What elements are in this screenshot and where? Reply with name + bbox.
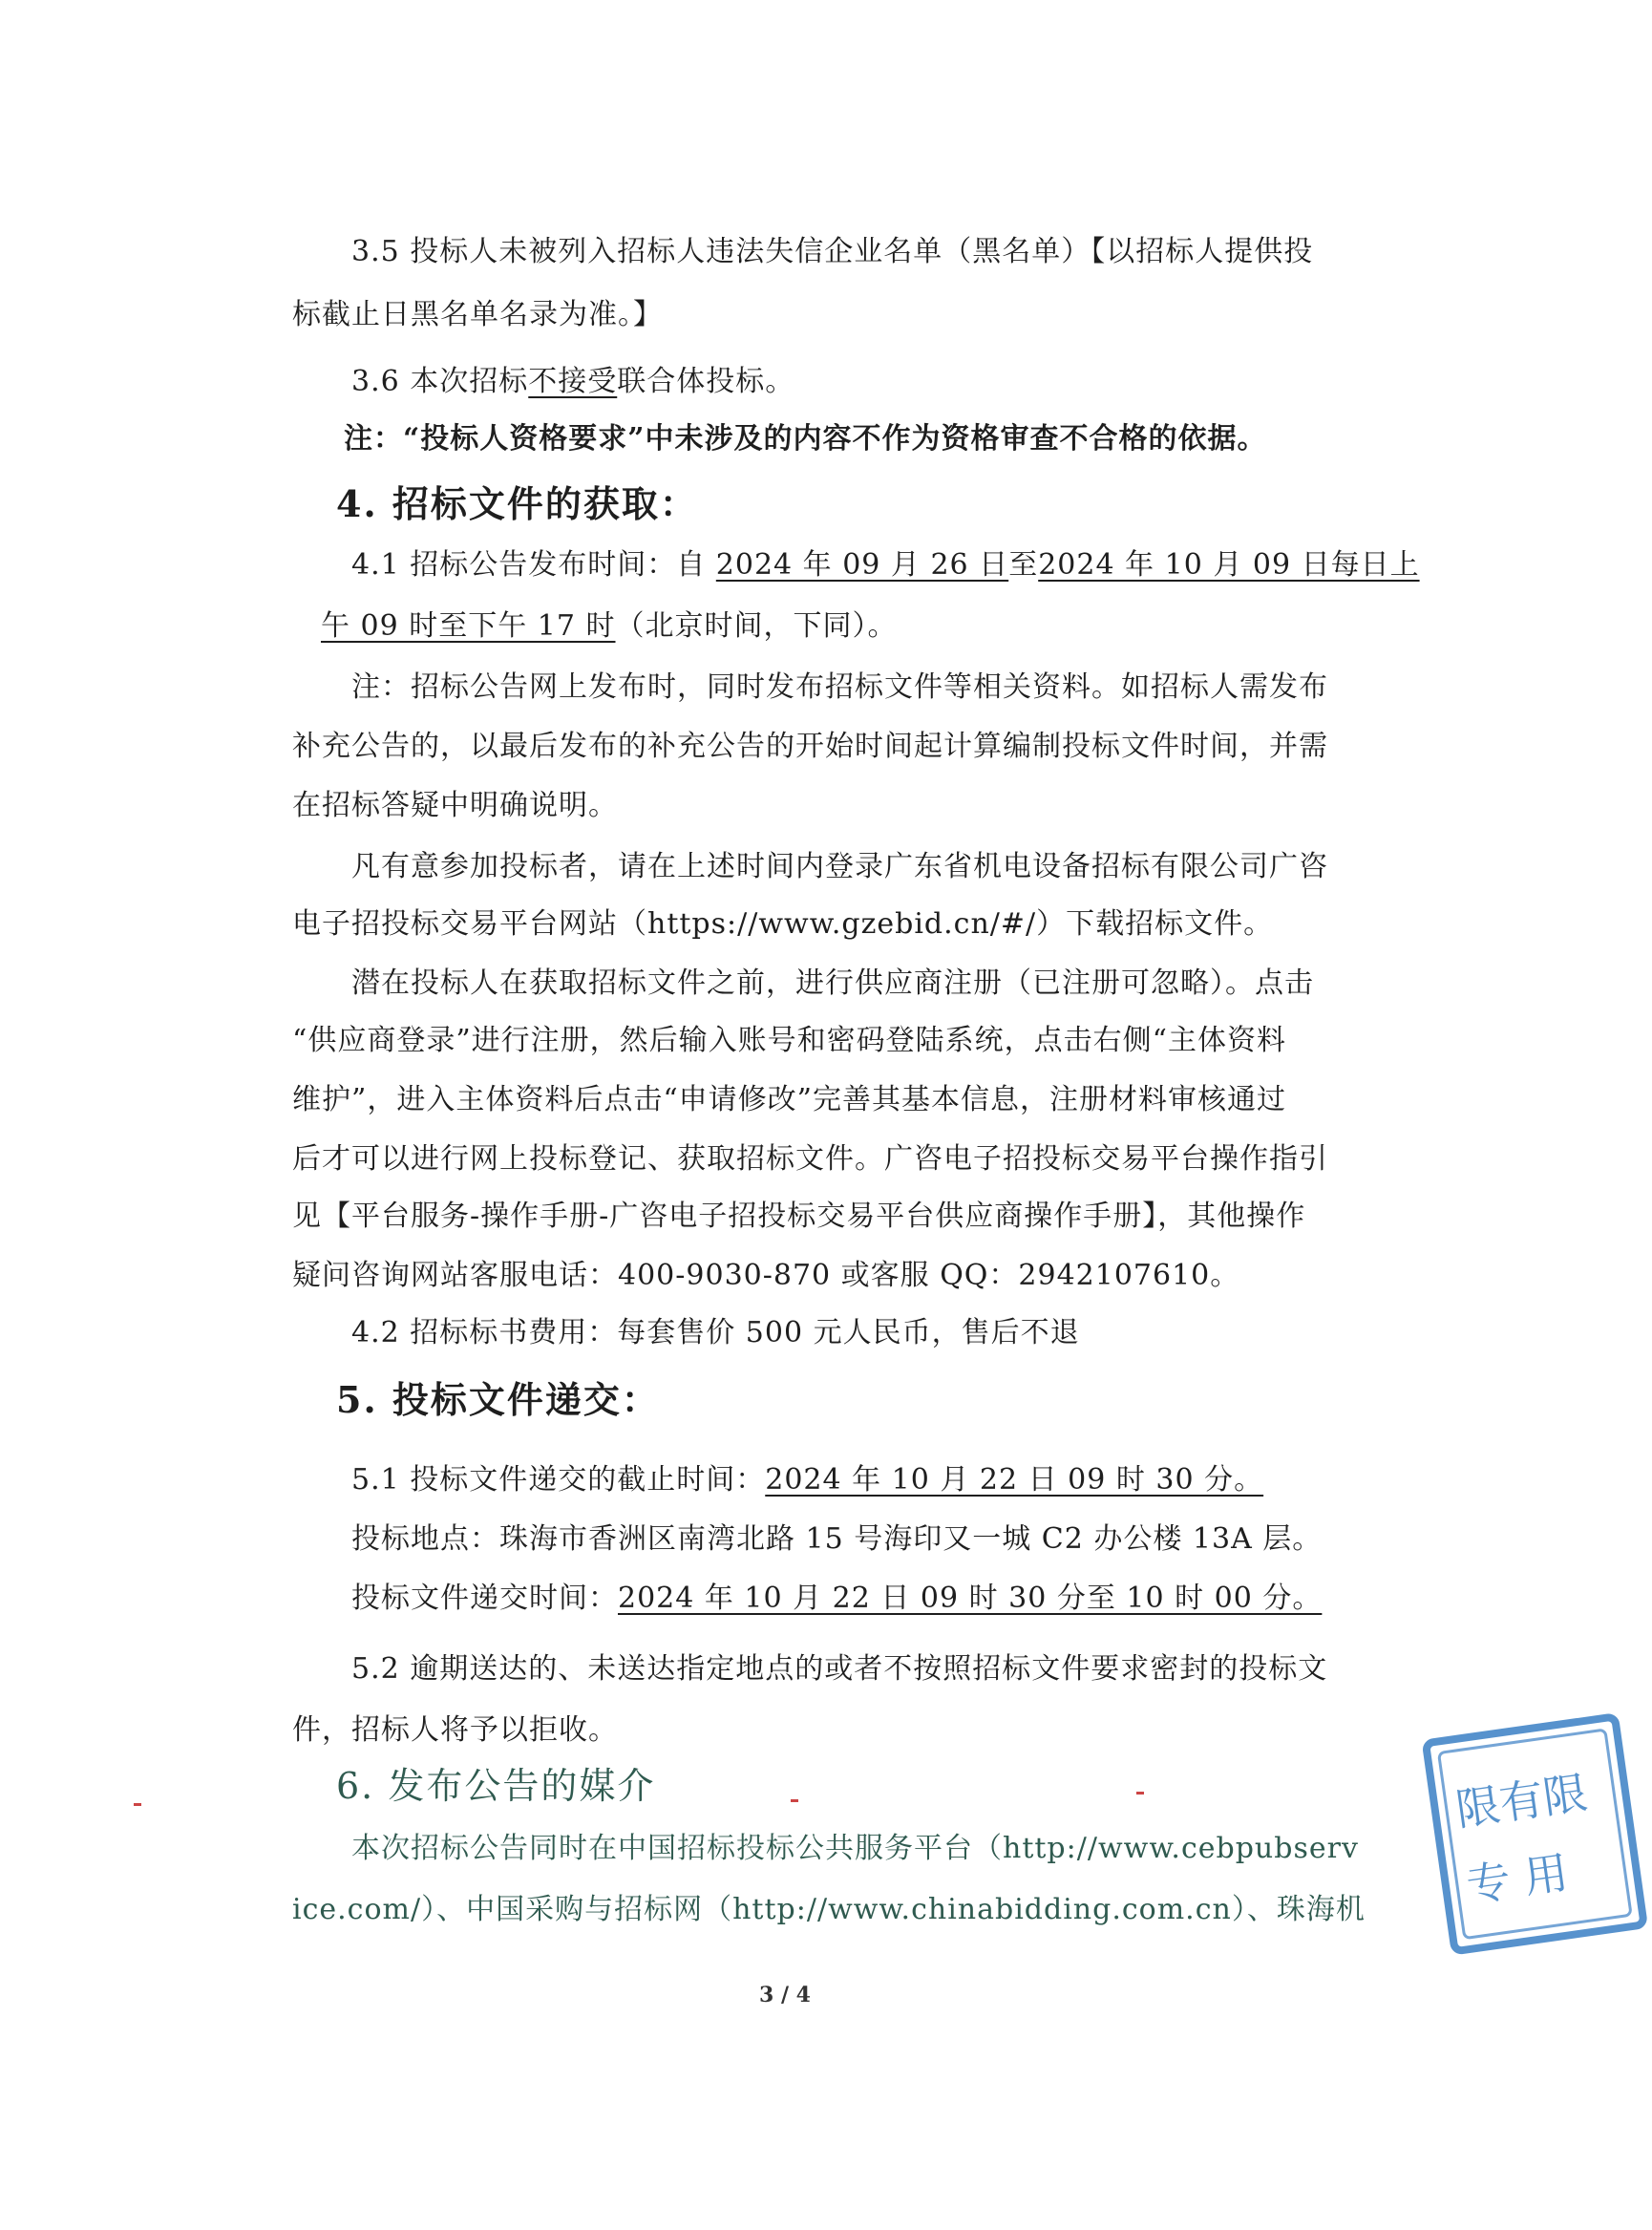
clause-4-1-start-date: 2024 年 09 月 26 日 xyxy=(715,548,1009,582)
clause-3-5-line-2: 标截止日黑名单名录为准。】 xyxy=(292,298,663,331)
bid-submit-time-label: 投标文件递交时间： xyxy=(351,1582,618,1615)
bid-submit-time-value: 2024 年 10 月 22 日 09 时 30 分至 10 时 00 分。 xyxy=(618,1582,1323,1615)
scan-speck xyxy=(791,1799,798,1802)
clause-3-6-underlined: 不接受 xyxy=(528,365,618,398)
clause-5-1 xyxy=(351,1461,1263,1499)
para-1-line-1: 凡有意参加投标者，请在上述时间内登录广东省机电设备招标有限公司广咨 xyxy=(351,850,1328,883)
heading-section-6: 6. 发布公告的媒介 xyxy=(336,1765,656,1807)
note-2-line-2: 补充公告的，以最后发布的补充公告的开始时间起计算编制投标文件时间，并需 xyxy=(292,730,1328,763)
para-2-line-6: 疑问咨询网站客服电话：400-9030-870 或客服 QQ：2942107610。 xyxy=(292,1259,1240,1292)
clause-3-6-suffix: 联合体投标。 xyxy=(617,365,795,398)
svg-text:专 用: 专 用 xyxy=(1463,1846,1572,1912)
qualification-note: 注：“投标人资格要求”中未涉及的内容不作为资格审查不合格的依据。 xyxy=(344,422,1267,456)
para-2-line-2: “供应商登录”进行注册，然后输入账号和密码登陆系统，点击右侧“主体资料 xyxy=(292,1024,1287,1057)
para-2-line-5: 见【平台服务-操作手册-广咨电子招投标交易平台供应商操作手册】，其他操作 xyxy=(292,1200,1306,1233)
clause-5-1-deadline: 2024 年 10 月 22 日 09 时 30 分。 xyxy=(765,1463,1264,1497)
bid-location: 投标地点：珠海市香洲区南湾北路 15 号海印又一城 C2 办公楼 13A 层。 xyxy=(351,1522,1323,1556)
clause-4-1-line-2 xyxy=(321,607,898,646)
clause-3-5-line-1: 3.5 投标人未被列入招标人违法失信企业名单（黑名单）【以招标人提供投 xyxy=(351,235,1314,268)
para-2-line-4: 后才可以进行网上投标登记、获取招标文件。广咨电子招投标交易平台操作指引 xyxy=(292,1142,1328,1176)
company-seal-stamp xyxy=(1423,1710,1652,1967)
clause-4-1-mid: 至 xyxy=(1008,548,1039,582)
clause-4-2: 4.2 招标标书费用：每套售价 500 元人民币，售后不退 xyxy=(351,1316,1080,1349)
svg-text:限有限: 限有限 xyxy=(1452,1766,1591,1837)
clause-4-1-line-1 xyxy=(351,546,1420,584)
clause-3-6-prefix: 3.6 本次招标 xyxy=(351,365,529,398)
para-2-line-1: 潜在投标人在获取招标文件之前，进行供应商注册（已注册可忽略）。点击 xyxy=(351,966,1314,1000)
scan-speck xyxy=(1136,1792,1144,1795)
para-2-line-3: 维护”，进入主体资料后点击“申请修改”完善其基本信息，注册材料审核通过 xyxy=(292,1083,1287,1116)
heading-section-4: 4. 招标文件的获取： xyxy=(336,482,698,525)
media-line-1: 本次招标公告同时在中国招标投标公共服务平台（http://www.cebpubserv xyxy=(351,1832,1359,1865)
scan-speck xyxy=(134,1803,141,1806)
note-2-line-1: 注：招标公告网上发布时，同时发布招标文件等相关资料。如招标人需发布 xyxy=(351,670,1328,704)
clause-4-1-timezone: （北京时间，下同）。 xyxy=(615,609,898,643)
clause-5-2-line-1: 5.2 逾期送达的、未送达指定地点的或者不按照招标文件要求密封的投标文 xyxy=(351,1652,1328,1686)
heading-section-5: 5. 投标文件递交： xyxy=(336,1378,660,1421)
clause-4-1-prefix: 4.1 招标公告发布时间：自 xyxy=(351,548,716,582)
clause-4-1-end-date: 2024 年 10 月 09 日每日上 xyxy=(1038,548,1420,582)
clause-4-1-hours: 午 09 时至下午 17 时 xyxy=(321,609,616,643)
clause-5-2-line-2: 件，招标人将予以拒收。 xyxy=(292,1713,618,1747)
clause-3-6 xyxy=(351,363,794,401)
note-2-line-3: 在招标答疑中明确说明。 xyxy=(292,789,618,822)
media-line-2: ice.com/）、中国采购与招标网（http://www.chinabidding.com.cn）、珠海机 xyxy=(292,1893,1366,1926)
clause-5-1-prefix: 5.1 投标文件递交的截止时间： xyxy=(351,1463,766,1497)
bid-submit-time xyxy=(351,1580,1322,1618)
para-1-line-2: 电子招投标交易平台网站（https://www.gzebid.cn/#/）下载招标文件。 xyxy=(292,907,1274,941)
page-number: 3 / 4 xyxy=(759,1983,811,2007)
